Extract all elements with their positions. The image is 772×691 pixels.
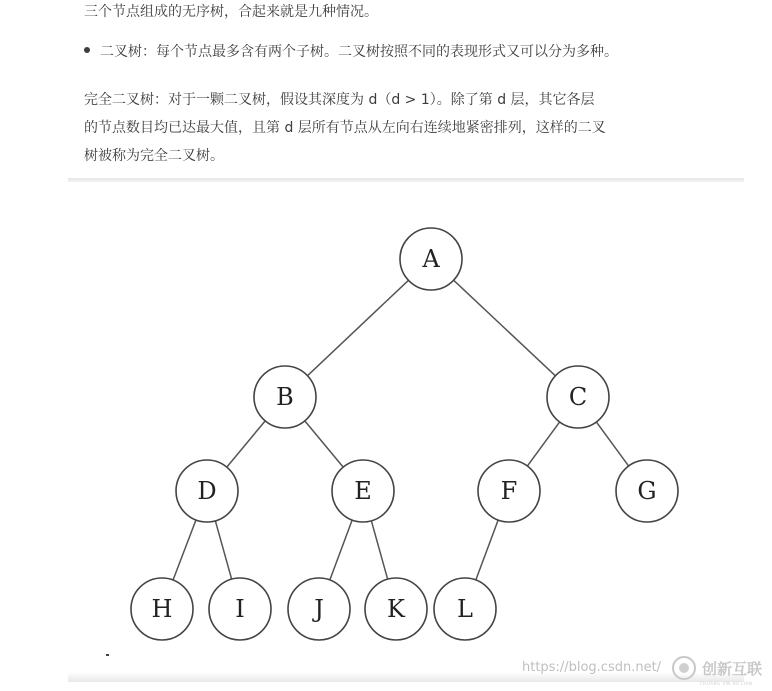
small-dot-mark xyxy=(106,654,109,656)
tree-node-label: I xyxy=(235,595,245,623)
logo-icon xyxy=(672,656,696,680)
bullet-dot-icon xyxy=(84,47,90,53)
tree-node-label: L xyxy=(457,595,473,623)
paragraph-line: 完全二叉树：对于一颗二叉树，假设其深度为 d（d > 1）。除了第 d 层，其它各层 xyxy=(84,92,595,108)
tree-edge-D-I xyxy=(215,521,231,579)
tree-edge-F-L xyxy=(476,520,498,580)
tree-node-label: K xyxy=(387,595,405,623)
tree-node-label: C xyxy=(568,383,588,411)
tree-node-C xyxy=(547,366,609,428)
tree-edge-C-G xyxy=(596,422,628,466)
tree-edge-E-J xyxy=(330,520,352,580)
logo-subtitle: CHUANG XIN HU LIAN xyxy=(700,681,753,686)
site-logo xyxy=(672,654,762,682)
tree-node-label: B xyxy=(276,383,294,411)
binary-tree-figure xyxy=(68,182,744,678)
paragraph-line: 的节点数目均已达最大值，且第 d 层所有节点从左向右连续地紧密排列，这样的二叉 xyxy=(84,120,606,136)
tree-node-L xyxy=(434,578,496,640)
tree-node-label: A xyxy=(422,245,440,273)
tree-edge-B-E xyxy=(305,421,343,467)
tree-node-label: E xyxy=(354,477,372,505)
bullet-text: 二叉树：每个节点最多含有两个子树。二叉树按照不同的表现形式又可以分为多种。 xyxy=(100,44,618,60)
tree-node-F xyxy=(478,460,540,522)
tree-edge-E-K xyxy=(371,521,387,579)
tree-node-G xyxy=(616,460,678,522)
tree-node-E xyxy=(332,460,394,522)
tree-node-label: G xyxy=(637,477,657,505)
tree-node-J xyxy=(288,578,350,640)
tree-node-label: F xyxy=(500,477,518,505)
binary-tree-diagram xyxy=(68,182,744,678)
paragraph-line: 树被称为完全二叉树。 xyxy=(84,148,224,164)
watermark-url: https://blog.csdn.net/ xyxy=(522,660,662,675)
tree-edge-C-F xyxy=(527,422,559,466)
complete-binary-tree-paragraph xyxy=(84,86,734,170)
tree-node-label: H xyxy=(151,595,173,623)
tree-edge-A-C xyxy=(454,280,556,376)
tree-node-I xyxy=(209,578,271,640)
tree-node-label: J xyxy=(314,595,324,623)
tree-node-D xyxy=(176,460,238,522)
logo-text: 创新互联 xyxy=(702,659,763,678)
bullet-item-binary-tree xyxy=(84,40,618,64)
tree-edge-A-B xyxy=(308,280,409,375)
tree-node-B xyxy=(254,366,316,428)
tree-edge-D-H xyxy=(173,520,196,580)
tree-node-H xyxy=(131,578,193,640)
intro-line: 三个节点组成的无序树，合起来就是九种情况。 xyxy=(84,4,378,20)
tree-node-label: D xyxy=(197,477,217,505)
tree-node-K xyxy=(365,578,427,640)
tree-edge-B-D xyxy=(227,421,265,467)
tree-node-A xyxy=(400,228,462,290)
